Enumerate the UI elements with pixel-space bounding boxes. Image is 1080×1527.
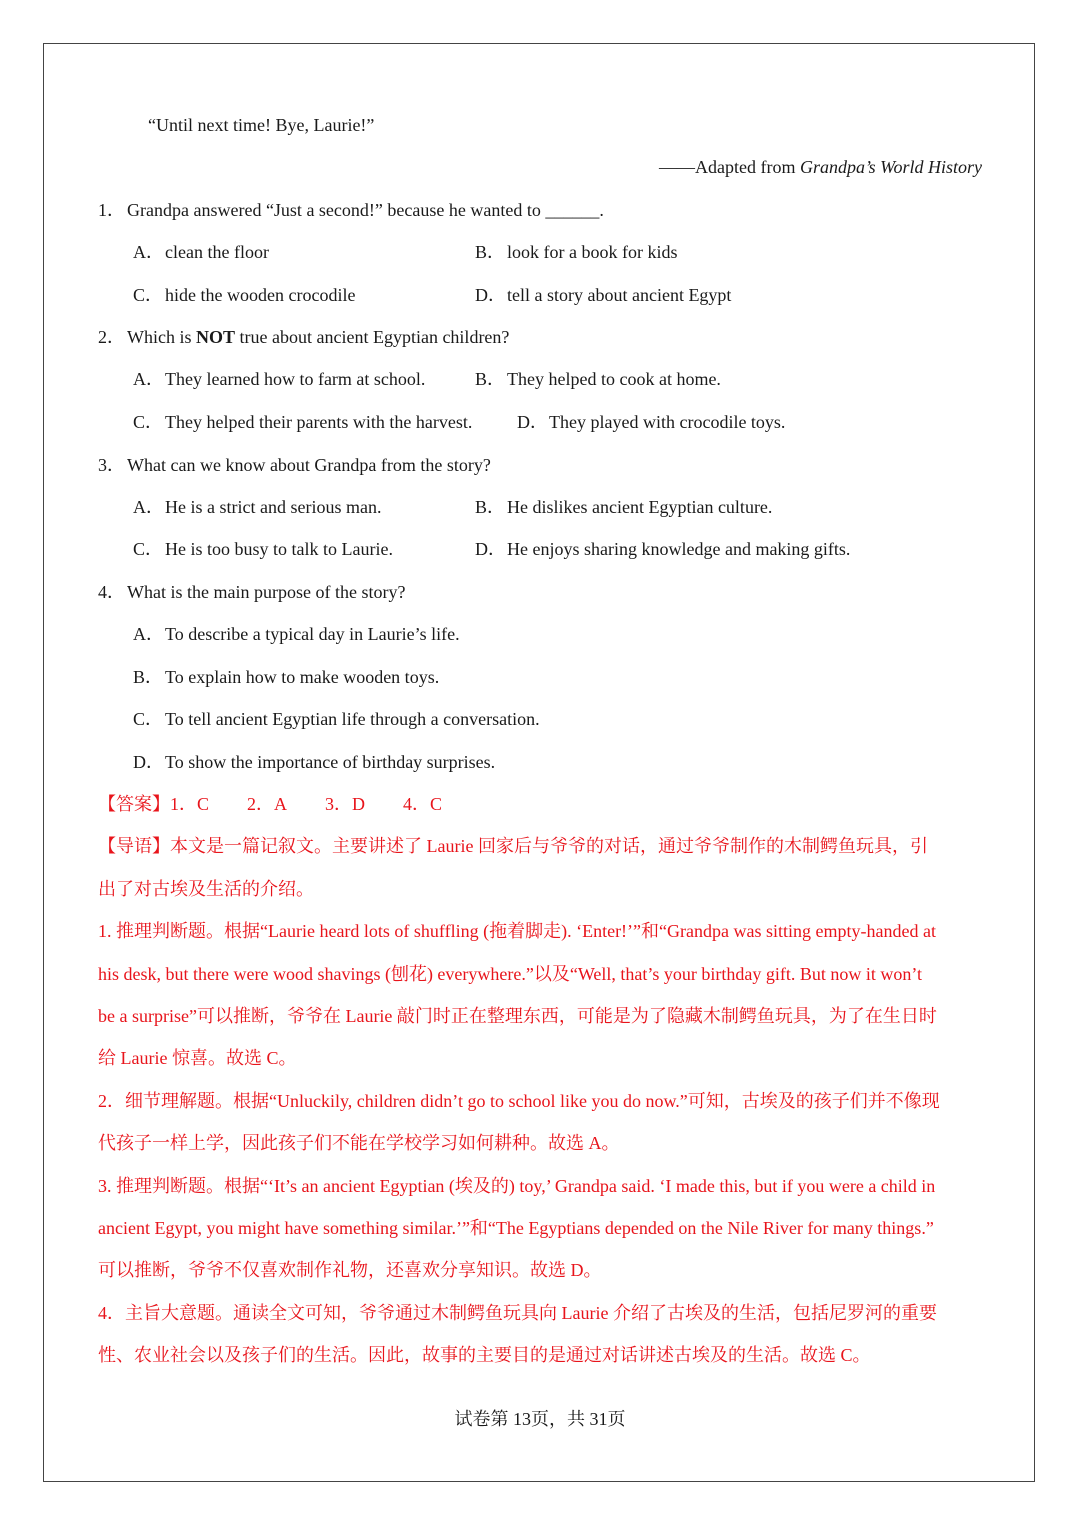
option-letter: B． [133, 667, 164, 687]
answer-key [98, 792, 480, 816]
explanation-1-line: 1. 推理判断题。根据“Laurie heard lots of shuffling (拖着脚走). ‘Enter!’”和“Grandpa was sitting empty-handed at [98, 921, 936, 941]
option-text: tell a story about ancient Egypt [507, 285, 732, 305]
explanation-1-line: his desk, but there were wood shavings (刨花) everywhere.”以及“Well, that’s your birthday gift. But now it won’t [98, 964, 923, 984]
question-3-option-a [133, 495, 381, 519]
answer-label: 【答案】 [98, 794, 170, 814]
question-3-stem [98, 453, 491, 477]
explanation-2-line: 2．细节理解题。根据“Unluckily, children didn’t go to school like you do now.”可知，古埃及的孩子们并不像现 [98, 1091, 940, 1111]
answer-item: 3．D [325, 794, 366, 814]
option-text: They learned how to farm at school. [165, 369, 426, 389]
option-letter: C． [133, 285, 164, 305]
question-4-stem [98, 580, 405, 604]
question-2-option-a [133, 367, 425, 391]
question-3-option-b [475, 495, 772, 519]
passage-source [659, 155, 982, 179]
question-1-option-b [475, 240, 677, 264]
page-footer: 试卷第 13页，共 31页 [454, 1409, 626, 1429]
question-2-option-b [475, 367, 721, 391]
question-number: 1． [98, 200, 125, 220]
question-4-option-a [133, 622, 460, 646]
option-letter: D． [475, 539, 506, 559]
explanation-3-line: 3. 推理判断题。根据“‘It’s an ancient Egyptian (埃及的) toy,’ Grandpa said. ‘I made this, but if you were a child in [98, 1176, 936, 1196]
passage-closing-quote: “Until next time! Bye, Laurie!” [148, 115, 375, 135]
option-letter: A． [133, 242, 164, 262]
question-text: What is the main purpose of the story? [127, 582, 406, 602]
option-letter: B． [475, 497, 506, 517]
option-text: They played with crocodile toys. [549, 412, 786, 432]
explanation-2-line: 代孩子一样上学，因此孩子们不能在学校学习如何耕种。故选 A。 [98, 1133, 620, 1153]
question-number: 4． [98, 582, 125, 602]
option-text: They helped their parents with the harvest. [165, 412, 473, 432]
explanation-3-line: ancient Egypt, you might have something similar.’”和“The Egyptians depended on the Nile River for many things.” [98, 1218, 934, 1238]
question-text: What can we know about Grandpa from the story? [127, 455, 491, 475]
answer-item: 2．A [247, 794, 288, 814]
option-text: To tell ancient Egyptian life through a conversation. [165, 709, 540, 729]
question-number: 3． [98, 455, 125, 475]
explanation-4-line: 性、农业社会以及孩子们的生活。因此，故事的主要目的是通过对话讲述古埃及的生活。故选 C。 [98, 1345, 871, 1365]
option-text: look for a book for kids [507, 242, 678, 262]
question-2-option-d [517, 410, 785, 434]
guide-line-2: 出了对古埃及生活的介绍。 [98, 879, 314, 899]
source-prefix: ——Adapted from [659, 157, 800, 177]
option-text: To describe a typical day in Laurie’s life. [165, 624, 460, 644]
option-letter: A． [133, 369, 164, 389]
option-text: To explain how to make wooden toys. [165, 667, 440, 687]
explanation-4-line: 4．主旨大意题。通读全文可知，爷爷通过木制鳄鱼玩具向 Laurie 介绍了古埃及的生活，包括尼罗河的重要 [98, 1303, 937, 1323]
guide-text: 本文是一篇记叙文。主要讲述了 Laurie 回家后与爷爷的对话，通过爷爷制作的木制鳄鱼玩具，引 [170, 836, 928, 856]
option-letter: B． [475, 242, 506, 262]
option-text: To show the importance of birthday surprises. [165, 752, 496, 772]
question-4-option-c [133, 707, 540, 731]
option-text: He dislikes ancient Egyptian culture. [507, 497, 773, 517]
option-letter: B． [475, 369, 506, 389]
explanation-1-line: 给 Laurie 惊喜。故选 C。 [98, 1048, 297, 1068]
option-text: hide the wooden crocodile [165, 285, 356, 305]
question-1-option-c [133, 283, 355, 307]
guide-label: 【导语】 [98, 836, 170, 856]
question-3-option-c [133, 537, 393, 561]
question-1-option-d [475, 283, 731, 307]
option-letter: C． [133, 412, 164, 432]
option-text: He is a strict and serious man. [165, 497, 382, 517]
question-3-option-d [475, 537, 850, 561]
answer-item: 4．C [403, 794, 443, 814]
option-letter: D． [133, 752, 164, 772]
option-letter: C． [133, 539, 164, 559]
option-letter: A． [133, 624, 164, 644]
question-2-option-c [133, 410, 472, 434]
guide-line-1 [98, 834, 928, 858]
question-text: true about ancient Egyptian children? [235, 327, 510, 347]
explanation-3-line: 可以推断，爷爷不仅喜欢制作礼物，还喜欢分享知识。故选 D。 [98, 1260, 602, 1280]
question-number: 2． [98, 327, 125, 347]
question-emphasis: NOT [196, 327, 236, 347]
question-text: Which is [127, 327, 196, 347]
source-title: Grandpa’s World History [799, 157, 982, 177]
option-text: clean the floor [165, 242, 269, 262]
option-text: They helped to cook at home. [507, 369, 721, 389]
question-1-stem [98, 198, 604, 222]
answer-item: 1．C [170, 794, 210, 814]
question-1-option-a [133, 240, 269, 264]
option-letter: D． [475, 285, 506, 305]
explanation-1-line: be a surprise”可以推断，爷爷在 Laurie 敲门时正在整理东西，可能是为了隐藏木制鳄鱼玩具，为了在生日时 [98, 1006, 937, 1026]
option-letter: D． [517, 412, 548, 432]
question-2-stem [98, 325, 509, 349]
option-text: He is too busy to talk to Laurie. [165, 539, 393, 559]
option-text: He enjoys sharing knowledge and making gifts. [507, 539, 851, 559]
option-letter: A． [133, 497, 164, 517]
question-text: Grandpa answered “Just a second!” because he wanted to ______. [127, 200, 604, 220]
question-4-option-d [133, 750, 495, 774]
question-4-option-b [133, 665, 439, 689]
option-letter: C． [133, 709, 164, 729]
